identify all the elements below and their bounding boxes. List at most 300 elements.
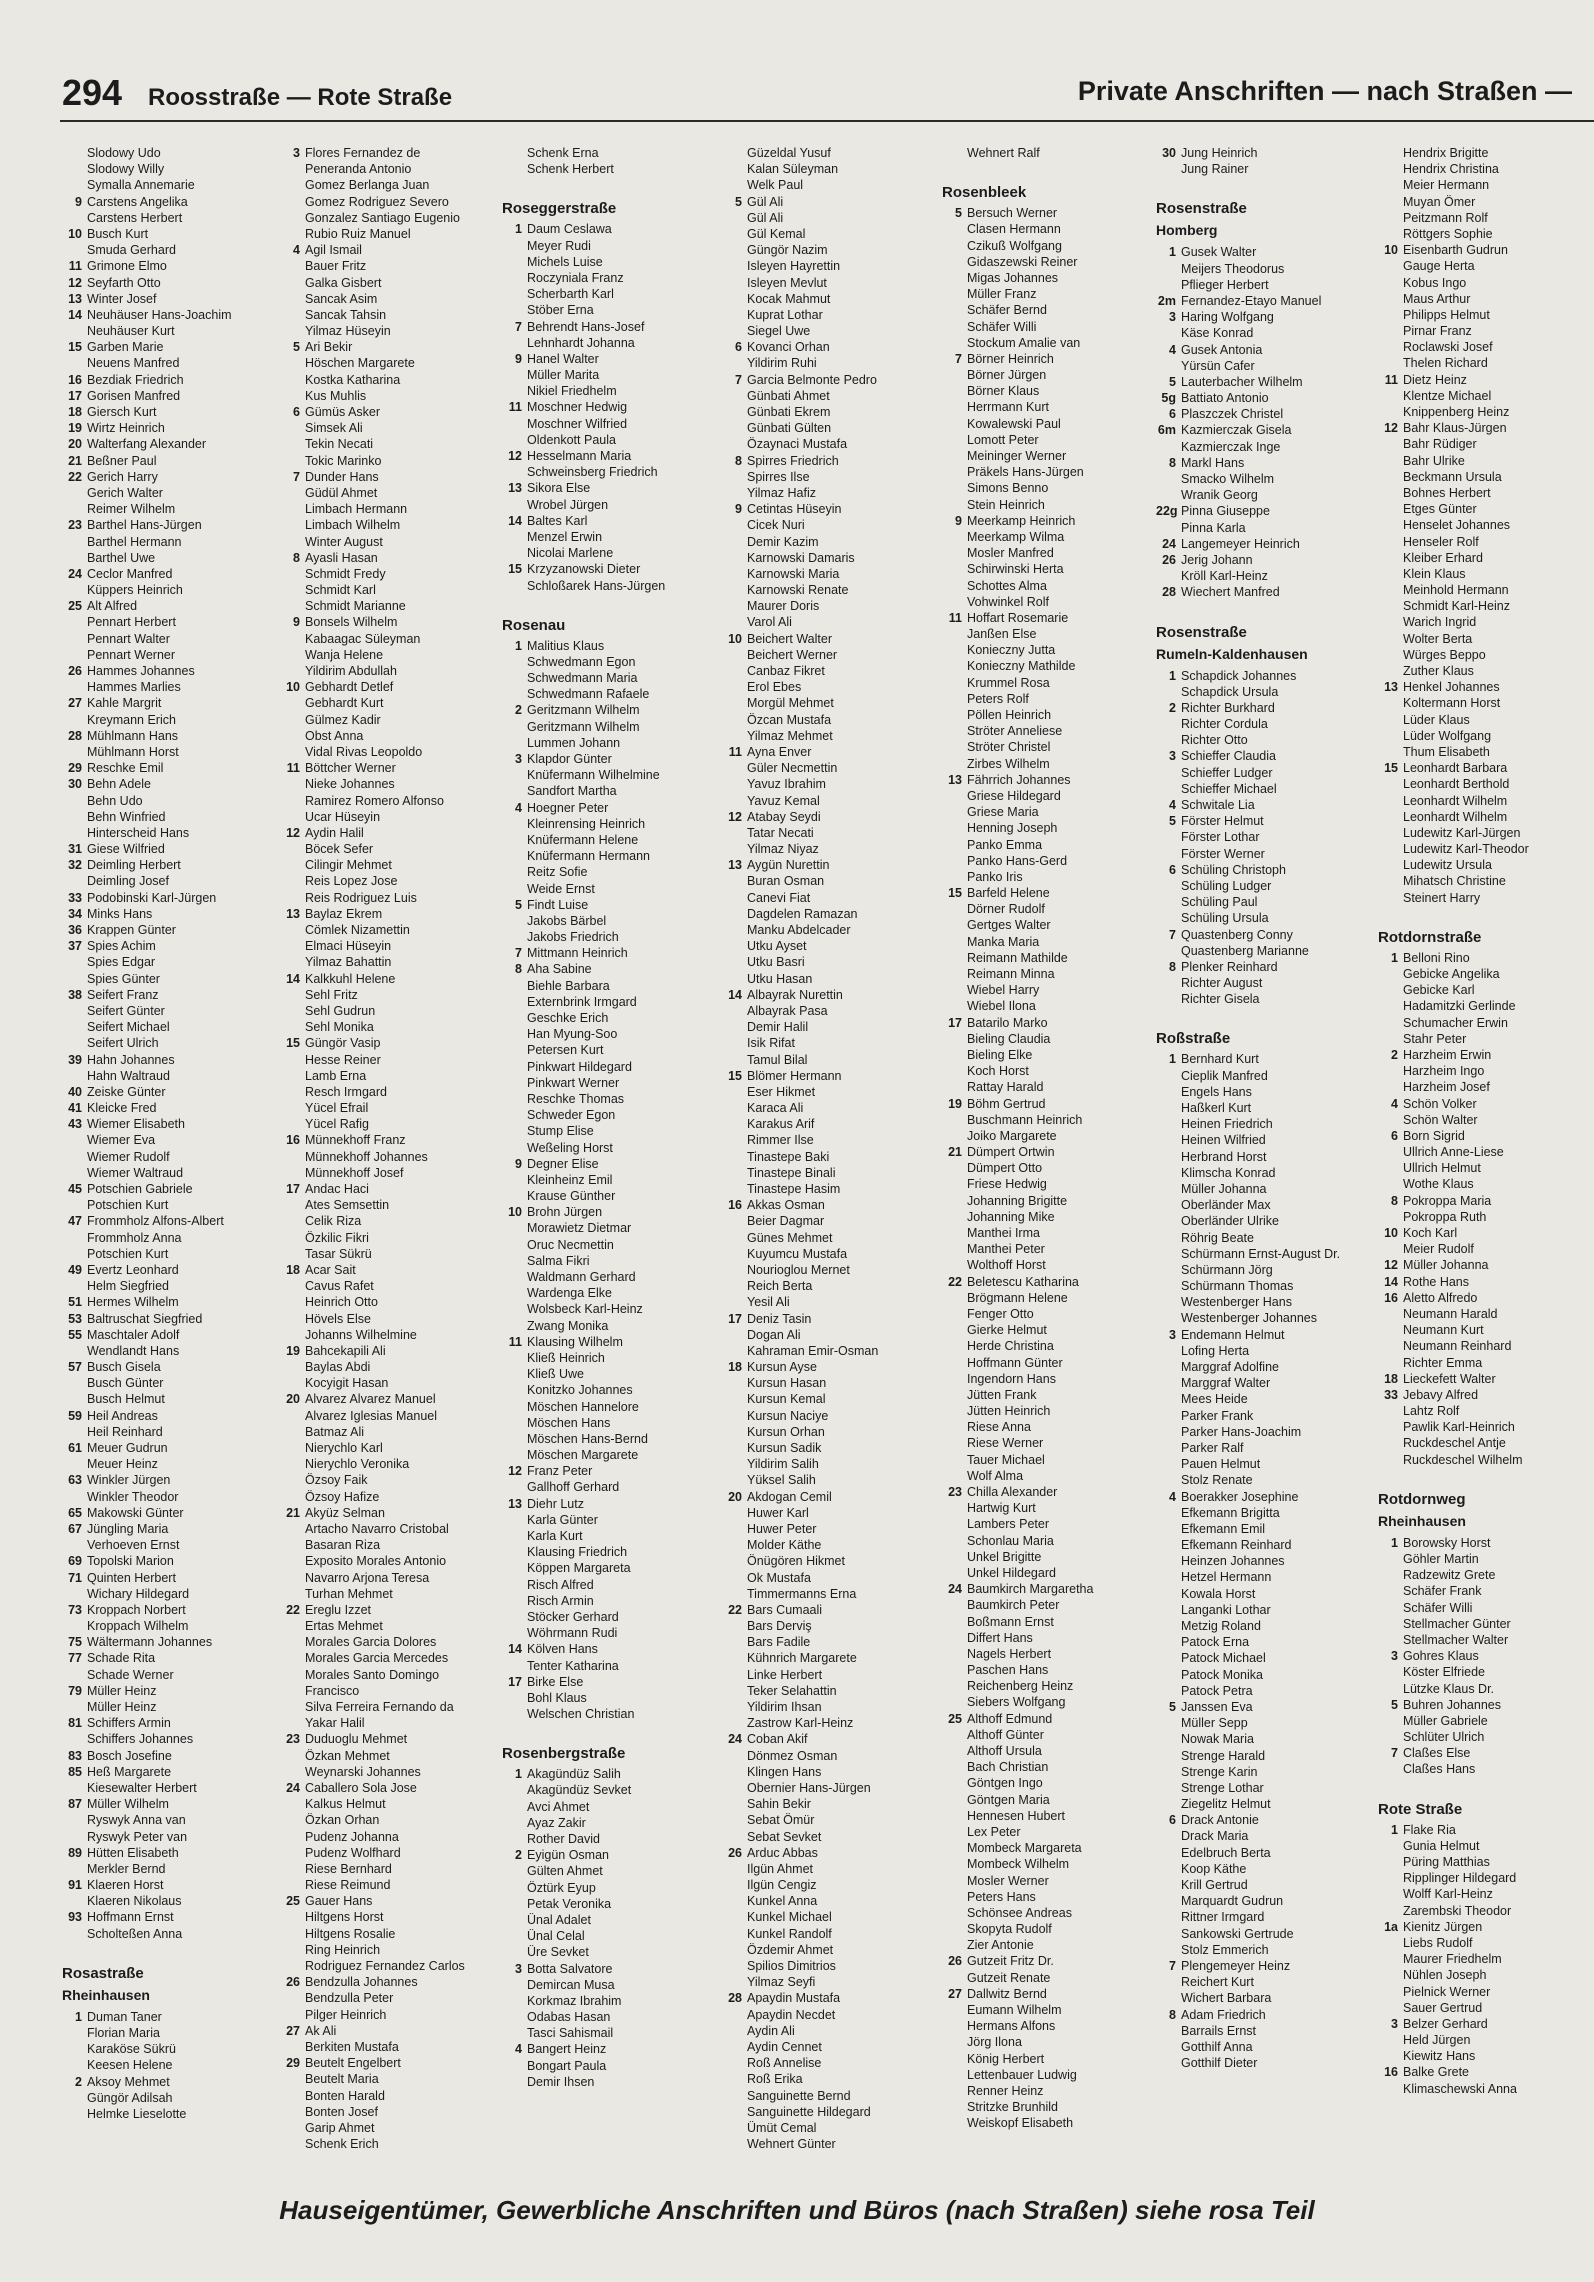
resident-entry	[280, 873, 498, 889]
resident-name: Caballero Sola Jose	[305, 1780, 417, 1795]
resident-entry	[1378, 825, 1588, 841]
resident-entry	[280, 339, 498, 355]
resident-name: Steinert Harry	[1403, 890, 1481, 905]
resident-name: Potschien Kurt	[87, 1198, 169, 1213]
resident-entry	[502, 1447, 720, 1463]
house-number: 49	[68, 1262, 82, 1277]
resident-entry	[942, 1873, 1154, 1889]
resident-entry	[1378, 1079, 1588, 1095]
resident-name: Migas Johannes	[967, 270, 1059, 285]
resident-entry	[502, 1026, 720, 1042]
resident-entry	[502, 994, 720, 1010]
resident-name: Ludewitz Karl-Theodor	[1403, 842, 1529, 857]
resident-entry	[722, 2055, 940, 2071]
resident-entry	[62, 1586, 277, 1602]
resident-name: Beichert Werner	[747, 647, 838, 662]
resident-entry	[722, 2104, 940, 2120]
resident-entry	[1156, 293, 1376, 309]
resident-entry	[62, 323, 277, 339]
resident-entry	[1156, 1084, 1376, 1100]
resident-name: Tinastepe Hasim	[747, 1182, 841, 1196]
resident-entry	[1156, 1375, 1376, 1391]
resident-name: Wanja Helene	[305, 647, 384, 662]
resident-name: Lauterbacher Wilhelm	[1181, 374, 1303, 389]
resident-name: Celik Riza	[305, 1214, 362, 1229]
resident-entry	[1378, 323, 1588, 339]
resident-name: Born Sigrid	[1403, 1128, 1465, 1143]
resident-name: Griese Hildegard	[967, 788, 1061, 803]
resident-name: Özkilic Fikri	[305, 1230, 369, 1245]
resident-entry	[1156, 1569, 1376, 1585]
resident-entry	[502, 1220, 720, 1236]
resident-name: Möschen Hans	[527, 1415, 611, 1430]
resident-name: Gerich Harry	[87, 469, 158, 484]
house-number: 26	[1162, 552, 1176, 567]
resident-entry	[280, 1181, 498, 1197]
house-number: 4	[1391, 1096, 1398, 1111]
resident-name: Eyigün Osman	[527, 1848, 609, 1863]
resident-entry	[1156, 374, 1376, 390]
house-number: 26	[948, 1954, 962, 1969]
resident-entry	[502, 497, 720, 513]
resident-entry	[280, 1974, 498, 1990]
resident-entry	[1378, 950, 1588, 966]
resident-name: Bangert Heinz	[527, 2042, 607, 2057]
resident-name: Yakar Halil	[305, 1716, 365, 1731]
resident-name: Gülten Ahmet	[527, 1864, 603, 1879]
resident-name: Kus Muhlis	[305, 388, 367, 403]
resident-name: Giersch Kurt	[87, 405, 157, 419]
house-number: 7	[955, 351, 962, 366]
resident-name: Hermans Alfons	[967, 2019, 1056, 2034]
resident-entry	[1156, 309, 1376, 325]
resident-name: Sebat Ömür	[747, 1813, 815, 1828]
resident-entry	[942, 1484, 1154, 1500]
resident-entry	[722, 1456, 940, 1472]
house-number: 5	[735, 194, 742, 209]
resident-entry	[280, 1472, 498, 1488]
resident-entry	[1378, 1984, 1588, 2000]
resident-entry	[1156, 1586, 1376, 1602]
house-number: 1	[515, 1767, 522, 1782]
resident-entry	[502, 2074, 720, 2090]
resident-entry	[942, 1193, 1154, 1209]
resident-name: Müller Franz	[967, 287, 1037, 302]
resident-name: Reichenberg Heinz	[967, 1679, 1074, 1694]
resident-entry	[942, 1338, 1154, 1354]
resident-entry	[280, 372, 498, 388]
resident-entry	[62, 1052, 277, 1068]
house-number: 8	[1391, 1193, 1398, 1208]
resident-name: Ilgün Ahmet	[747, 1861, 814, 1876]
resident-entry	[1156, 797, 1376, 813]
house-number: 11	[508, 400, 522, 415]
house-number: 5	[955, 206, 962, 221]
resident-name: Neumann Reinhard	[1403, 1339, 1512, 1354]
house-number: 33	[1384, 1387, 1398, 1402]
resident-entry	[280, 922, 498, 938]
resident-name: Leonhardt Wilhelm	[1403, 809, 1508, 824]
resident-entry	[502, 735, 720, 751]
resident-name: Konieczny Mathilde	[967, 659, 1076, 674]
resident-entry	[62, 339, 277, 355]
resident-entry	[722, 1003, 940, 1019]
resident-name: Sauer Gertrud	[1403, 2000, 1483, 2015]
house-number: 2	[1169, 700, 1176, 715]
resident-entry	[1378, 2000, 1588, 2016]
resident-name: Fenger Otto	[967, 1306, 1034, 1321]
resident-name: Westenberger Johannes	[1181, 1311, 1317, 1326]
resident-entry	[942, 1662, 1154, 1678]
resident-name: Schwedmann Egon	[527, 654, 636, 669]
resident-entry	[1378, 1967, 1588, 1983]
resident-name: Manku Abdelcader	[747, 923, 851, 937]
resident-name: Kobus Ingo	[1403, 275, 1467, 290]
resident-entry	[942, 756, 1154, 772]
resident-entry	[942, 205, 1154, 221]
resident-entry	[1156, 161, 1376, 177]
resident-name: Özcan Mustafa	[747, 712, 832, 727]
resident-name: Rodriguez Fernandez Carlos	[305, 1959, 465, 1973]
resident-name: Frommholz Alfons-Albert	[87, 1214, 224, 1229]
resident-entry	[942, 1225, 1154, 1241]
resident-entry	[1378, 966, 1588, 982]
resident-name: Baltruschat Siegfried	[87, 1311, 203, 1326]
resident-entry	[1156, 439, 1376, 455]
resident-entry	[502, 416, 720, 432]
resident-name: Özsoy Hafize	[305, 1489, 380, 1504]
resident-name: Herrmann Kurt	[967, 400, 1049, 415]
resident-name: Patock Michael	[1181, 1651, 1266, 1666]
resident-entry	[1156, 1408, 1376, 1424]
resident-name: Kalkkuhl Helene	[305, 971, 396, 986]
resident-entry	[942, 1160, 1154, 1176]
house-number: 18	[286, 1262, 300, 1277]
resident-name: Avci Ahmet	[527, 1799, 590, 1814]
house-number: 1	[515, 222, 522, 237]
resident-name: Patock Petra	[1181, 1683, 1253, 1698]
resident-entry	[62, 647, 277, 663]
resident-name: Artacho Navarro Cristobal	[305, 1521, 449, 1536]
resident-name: Makowski Günter	[87, 1505, 184, 1520]
resident-name: Diehr Lutz	[527, 1496, 584, 1511]
resident-entry	[280, 890, 498, 906]
house-number: 22	[728, 1602, 742, 1617]
resident-name: Morgül Mehmet	[747, 696, 834, 711]
resident-name: Engels Hans	[1181, 1084, 1252, 1099]
resident-entry	[62, 469, 277, 485]
resident-name: Barrails Ernst	[1181, 2023, 1257, 2038]
spacer	[942, 161, 1154, 177]
resident-name: Canevi Fiat	[747, 890, 811, 905]
resident-entry	[722, 485, 940, 501]
resident-entry	[62, 841, 277, 857]
house-number: 9	[955, 513, 962, 528]
resident-name: Behn Adele	[87, 777, 151, 792]
resident-name: Mombeck Margareta	[967, 1841, 1082, 1856]
resident-entry	[502, 2025, 720, 2041]
resident-entry	[280, 1343, 498, 1359]
resident-name: Utku Hasan	[747, 971, 813, 986]
resident-name: Cieplik Manfred	[1181, 1068, 1268, 1083]
resident-entry	[280, 809, 498, 825]
resident-entry	[502, 978, 720, 994]
resident-entry	[1378, 2016, 1588, 2032]
resident-name: Aksoy Mehmet	[87, 2074, 170, 2089]
house-number: 21	[68, 453, 82, 468]
resident-name: Müller Johanna	[1181, 1181, 1267, 1196]
resident-name: Ari Bekir	[305, 340, 353, 355]
resident-entry	[280, 1375, 498, 1391]
resident-entry	[280, 1213, 498, 1229]
resident-name: Schenk Erna	[527, 146, 599, 160]
house-number: 7	[515, 319, 522, 334]
resident-entry	[280, 2120, 498, 2136]
house-number: 10	[1384, 243, 1398, 258]
resident-name: Gomez Rodriguez Severo	[305, 194, 449, 209]
house-number: 17	[286, 1182, 300, 1196]
resident-entry	[502, 1799, 720, 1815]
resident-name: Yildirim Ihsan	[747, 1700, 822, 1714]
resident-entry	[280, 760, 498, 776]
resident-entry	[722, 1278, 940, 1294]
resident-entry	[722, 1521, 940, 1537]
resident-name: Barthel Hans-Jürgen	[87, 518, 202, 533]
resident-entry	[502, 1577, 720, 1593]
house-number: 8	[515, 962, 522, 977]
house-number: 63	[68, 1473, 82, 1488]
resident-entry	[62, 922, 277, 938]
resident-entry	[722, 1731, 940, 1747]
resident-name: Langemeyer Heinrich	[1181, 536, 1300, 551]
resident-entry	[62, 1181, 277, 1197]
resident-name: Sehl Monika	[305, 1020, 374, 1035]
resident-entry	[942, 594, 1154, 610]
resident-name: Bars Derviş	[747, 1619, 812, 1634]
resident-name: Linke Herbert	[747, 1667, 823, 1682]
resident-name: Blömer Hermann	[747, 1068, 842, 1083]
resident-entry	[942, 626, 1154, 642]
resident-name: Kazmierczak Inge	[1181, 439, 1281, 454]
resident-entry	[502, 270, 720, 286]
resident-name: Sanguinette Bernd	[747, 2088, 851, 2103]
resident-entry	[1378, 1838, 1588, 1854]
resident-name: Althoff Edmund	[967, 1711, 1053, 1726]
resident-name: Han Myung-Soo	[527, 1027, 618, 1042]
resident-name: Schwedmann Rafaele	[527, 687, 650, 702]
resident-entry	[1156, 390, 1376, 406]
resident-entry	[502, 1253, 720, 1269]
resident-entry	[1156, 1845, 1376, 1861]
resident-name: Kursun Naciye	[747, 1408, 829, 1423]
resident-entry	[502, 654, 720, 670]
resident-entry	[1378, 1257, 1588, 1273]
resident-entry	[1156, 1230, 1376, 1246]
resident-name: Gauge Herta	[1403, 259, 1475, 274]
house-number: 18	[728, 1360, 742, 1375]
resident-entry	[280, 793, 498, 809]
spacer	[62, 1942, 277, 1958]
resident-name: Helm Siegfried	[87, 1279, 169, 1294]
resident-entry	[280, 323, 498, 339]
house-number: 38	[68, 987, 82, 1002]
house-number: 5	[515, 897, 522, 912]
resident-name: Böhm Gertrud	[967, 1096, 1046, 1111]
resident-name: Akagündüz Sevket	[527, 1783, 632, 1798]
resident-entry	[1378, 841, 1588, 857]
resident-entry	[722, 372, 940, 388]
resident-name: Gauer Hans	[305, 1894, 373, 1909]
resident-entry	[502, 545, 720, 561]
resident-name: Ströter Christel	[967, 740, 1051, 755]
resident-entry	[1378, 1681, 1588, 1697]
resident-name: Gebhardt Kurt	[305, 696, 384, 711]
resident-entry	[942, 1516, 1154, 1532]
house-number: 14	[728, 987, 742, 1002]
resident-entry	[722, 1181, 940, 1197]
house-number: 14	[508, 513, 522, 528]
resident-name: Spirres Friedrich	[747, 453, 839, 468]
resident-entry	[502, 1366, 720, 1382]
resident-entry	[280, 1019, 498, 1035]
resident-name: Morawietz Dietmar	[527, 1221, 632, 1236]
resident-entry	[1156, 716, 1376, 732]
resident-entry	[1378, 1306, 1588, 1322]
resident-entry	[62, 1440, 277, 1456]
resident-entry	[942, 399, 1154, 415]
resident-name: Reschke Thomas	[527, 1091, 625, 1106]
resident-entry	[62, 1019, 277, 1035]
resident-name: Hövels Else	[305, 1311, 371, 1326]
resident-name: Menzel Erwin	[527, 529, 603, 544]
house-number: 15	[508, 562, 522, 577]
resident-entry	[942, 1176, 1154, 1192]
resident-name: Bosch Josefine	[87, 1748, 172, 1763]
resident-entry	[502, 1188, 720, 1204]
resident-name: Deniz Tasin	[747, 1311, 812, 1326]
resident-entry	[62, 1618, 277, 1634]
resident-entry	[722, 339, 940, 355]
resident-name: Langanki Lothar	[1181, 1602, 1271, 1617]
house-number: 45	[68, 1182, 82, 1196]
resident-name: Mees Heide	[1181, 1392, 1248, 1407]
resident-entry	[502, 367, 720, 383]
resident-name: Belloni Rino	[1403, 950, 1470, 965]
resident-entry	[502, 2041, 720, 2057]
resident-entry	[280, 2055, 498, 2071]
resident-name: Gotthilf Anna	[1181, 2039, 1253, 2054]
resident-name: Jütten Heinrich	[967, 1404, 1051, 1419]
resident-entry	[502, 1350, 720, 1366]
resident-name: Althoff Ursula	[967, 1744, 1042, 1758]
resident-entry	[942, 1953, 1154, 1969]
column-5	[942, 145, 1154, 2132]
resident-entry	[62, 776, 277, 792]
resident-entry	[1156, 1748, 1376, 1764]
resident-name: Roclawski Josef	[1403, 340, 1493, 355]
resident-name: Andac Haci	[305, 1182, 369, 1196]
resident-entry	[942, 998, 1154, 1014]
resident-entry	[280, 226, 498, 242]
resident-name: Manthei Irma	[967, 1226, 1040, 1240]
resident-name: Püring Matthias	[1403, 1855, 1490, 1869]
house-number: 31	[68, 842, 82, 857]
house-number: 1	[1169, 245, 1176, 260]
resident-entry	[722, 1812, 940, 1828]
resident-name: Weide Ernst	[527, 881, 595, 896]
house-number: 7	[1391, 1746, 1398, 1761]
resident-name: Schäfer Willi	[1403, 1600, 1473, 1615]
spacer	[1156, 1007, 1376, 1023]
resident-entry	[502, 1334, 720, 1350]
resident-name: Etges Günter	[1403, 502, 1477, 517]
resident-entry	[942, 529, 1154, 545]
resident-name: Ayna Enver	[747, 744, 812, 759]
resident-entry	[1156, 1909, 1376, 1925]
resident-entry	[280, 194, 498, 210]
house-number: 8	[293, 550, 300, 565]
resident-entry	[280, 469, 498, 485]
resident-name: Zeiske Günter	[87, 1084, 166, 1099]
resident-name: Pennart Werner	[87, 647, 176, 662]
resident-name: Richter Otto	[1181, 733, 1248, 748]
resident-name: Biehle Barbara	[527, 978, 610, 993]
spacer	[1378, 1778, 1588, 1794]
resident-entry	[942, 691, 1154, 707]
resident-entry	[502, 686, 720, 702]
resident-name: Kunkel Michael	[747, 1910, 832, 1925]
street-heading: Rosenstraße	[1156, 200, 1247, 218]
resident-entry	[722, 1618, 940, 1634]
house-number: 34	[68, 906, 82, 921]
resident-name: Busch Gisela	[87, 1360, 161, 1375]
resident-name: Resch Irmgard	[305, 1084, 387, 1099]
house-number: 10	[728, 631, 742, 646]
resident-name: Münnekhoff Josef	[305, 1165, 404, 1180]
house-number: 43	[68, 1117, 82, 1132]
resident-name: Schade Rita	[87, 1651, 156, 1666]
resident-entry	[722, 258, 940, 274]
resident-name: Wranik Georg	[1181, 488, 1258, 503]
resident-name: Henseler Rolf	[1403, 534, 1479, 549]
resident-entry	[62, 1845, 277, 1861]
resident-name: Harzheim Ingo	[1403, 1064, 1485, 1079]
street-heading: Rote Straße	[1378, 1800, 1463, 1818]
resident-entry	[280, 1408, 498, 1424]
resident-entry	[942, 1889, 1154, 1905]
resident-entry	[502, 561, 720, 577]
resident-entry	[942, 2034, 1154, 2050]
resident-entry	[280, 1311, 498, 1327]
resident-entry	[1156, 1537, 1376, 1553]
resident-name: Pokroppa Ruth	[1403, 1209, 1487, 1224]
resident-entry	[722, 1440, 940, 1456]
resident-entry	[1378, 1600, 1588, 1616]
resident-name: Krappen Günter	[87, 923, 176, 937]
resident-entry	[1156, 1294, 1376, 1310]
resident-name: Gierke Helmut	[967, 1323, 1047, 1338]
resident-name: Sehl Gudrun	[305, 1003, 376, 1018]
resident-entry	[280, 1602, 498, 1618]
house-number: 6	[1169, 1813, 1176, 1828]
resident-name: Hinterscheid Hans	[87, 825, 190, 840]
resident-entry	[62, 809, 277, 825]
resident-name: Tenter Katharina	[527, 1658, 619, 1673]
house-number: 5g	[1161, 391, 1176, 406]
resident-entry	[1156, 1812, 1376, 1828]
resident-name: Koch Karl	[1403, 1226, 1458, 1240]
resident-name: Lambers Peter	[967, 1517, 1049, 1532]
